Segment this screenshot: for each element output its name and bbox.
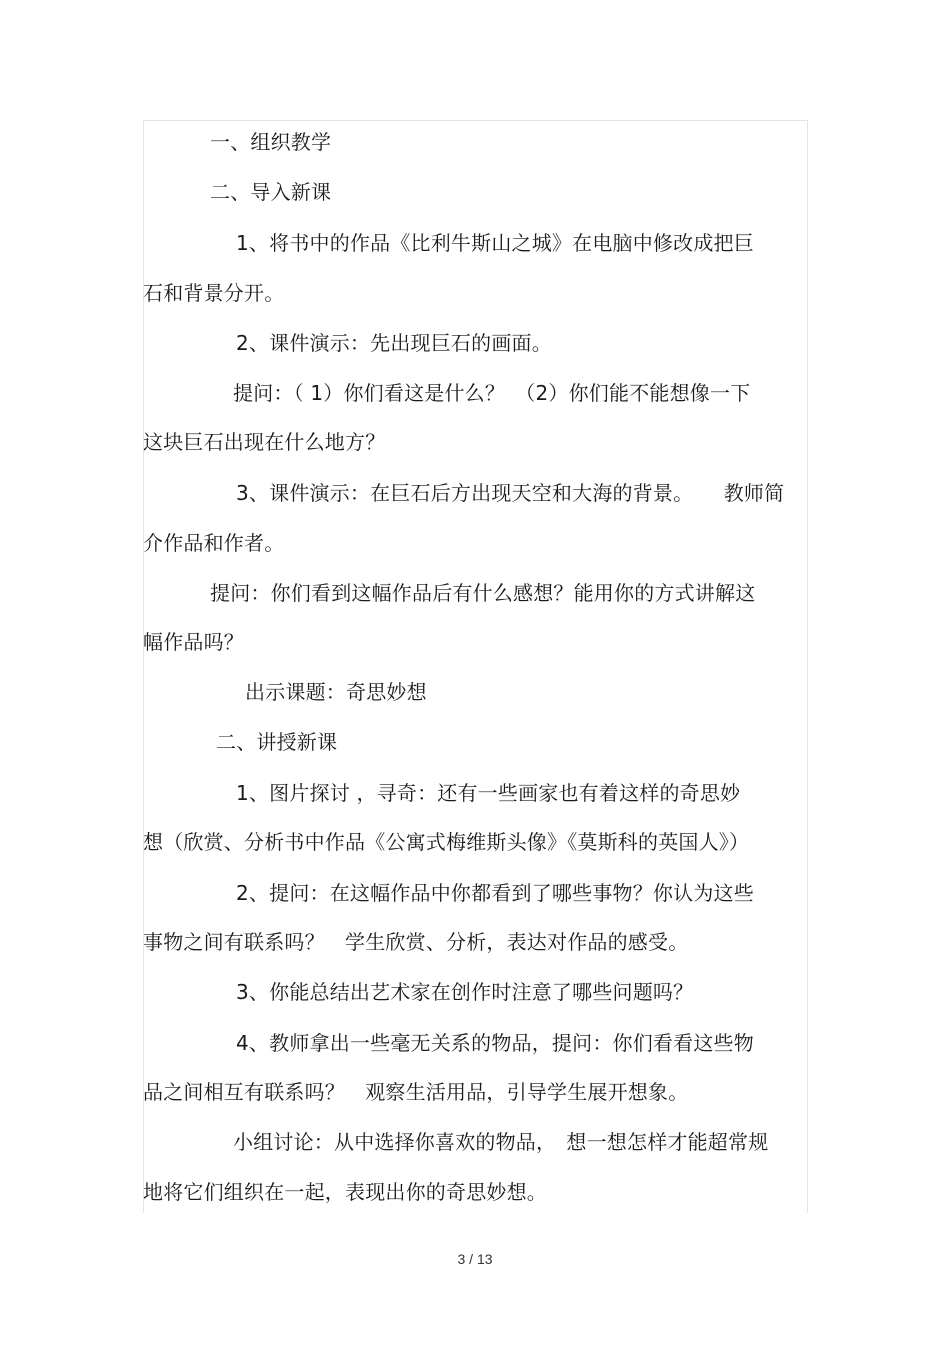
- paragraph-line: 3、课件演示：在巨石后方出现天空和大海的背景。 教师简: [236, 481, 785, 505]
- paragraph-line: 3、你能总结出艺术家在创作时注意了哪些问题吗？: [236, 980, 694, 1004]
- paragraph-line: 2、提问：在这幅作品中你都看到了哪些事物？你认为这些: [236, 881, 754, 905]
- paragraph-line: 地将它们组织在一起，表现出你的奇思妙想。: [143, 1180, 547, 1204]
- paragraph-line: 4、教师拿出一些毫无关系的物品，提问：你们看看这些物: [236, 1031, 754, 1055]
- heading-teach-new-lesson: 二、讲授新课: [216, 730, 338, 754]
- heading-introduce-lesson: 二、导入新课: [210, 180, 332, 204]
- paragraph-line: 品之间相互有联系吗？ 观察生活用品，引导学生展开想象。: [143, 1080, 689, 1104]
- paragraph-line: 这块巨石出现在什么地方？: [143, 430, 386, 454]
- page-number: 3 / 13: [457, 1251, 493, 1267]
- lesson-title-line: 出示课题：奇思妙想: [245, 680, 427, 704]
- paragraph-line: 幅作品吗？: [143, 630, 244, 654]
- paragraph-line: 石和背景分开。: [143, 281, 285, 305]
- paragraph-line: 事物之间有联系吗？ 学生欣赏、分析，表达对作品的感受。: [143, 930, 689, 954]
- paragraph-line: 想（欣赏、分析书中作品《公寓式梅维斯头像》《莫斯科的英国人》）: [143, 830, 750, 854]
- paragraph-line: 小组讨论：从中选择你喜欢的物品， 想一想怎样才能超常规: [233, 1130, 769, 1154]
- paragraph-line: 介作品和作者。: [143, 531, 285, 555]
- heading-organize-teaching: 一、组织教学: [210, 130, 332, 154]
- paragraph-line: 提问：你们看到这幅作品后有什么感想？能用你的方式讲解这: [210, 581, 756, 605]
- paragraph-line: 1、图片探讨 ，寻奇：还有一些画家也有着这样的奇思妙: [236, 781, 741, 805]
- paragraph-line: 1、将书中的作品《比利牛斯山之城》在电脑中修改成把巨: [236, 231, 754, 255]
- paragraph-line: 提问：（ 1）你们看这是什么？ （2）你们能不能想像一下: [233, 381, 751, 405]
- paragraph-line: 2、课件演示：先出现巨石的画面。: [236, 331, 552, 355]
